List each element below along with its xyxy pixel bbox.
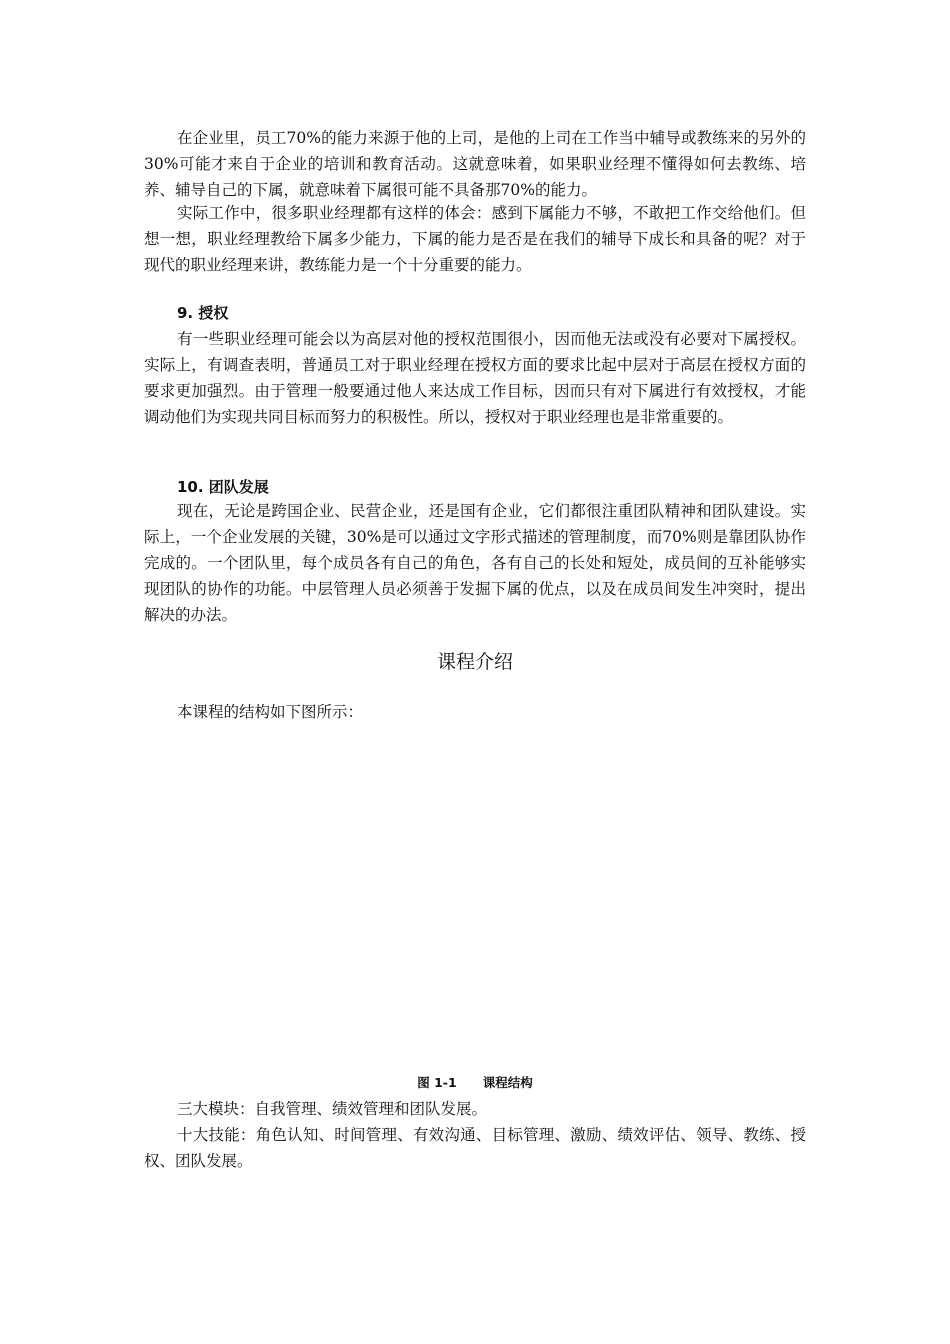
paragraph-three-modules: 三大模块：自我管理、绩效管理和团队发展。: [177, 1100, 488, 1118]
heading-team-development: 10. 团队发展: [177, 478, 269, 496]
figure-course-structure: [144, 728, 806, 1064]
paragraph-ten-skills: 十大技能：角色认知、时间管理、有效沟通、目标管理、激励、绩效评估、领导、教练、授权、团队发展。: [144, 1126, 806, 1170]
paragraph-course-structure-intro: 本课程的结构如下图所示：: [177, 703, 364, 721]
paragraph-team-development: 现在，无论是跨国企业、民营企业，还是国有企业，它们都很注重团队精神和团队建设。实际上，一个企业发展的关键，30%是可以通过文字形式描述的管理制度，而70%则是靠团队协作完成的。一个团队里，每个成员各有自己的角色，各有自己的长处和短处，成员间的互补能够实现团队的协作的功能。中层管理人员必须善于发掘下属的优点，以及在成员间发生冲突时，提出解决的办法。: [144, 502, 806, 624]
paragraph-coaching-1: 在企业里，员工70%的能力来源于他的上司，是他的上司在工作当中辅导或教练来的另外的30%可能才来自于企业的培训和教育活动。这就意味着，如果职业经理不懂得如何去教练、培养、辅导自己的下属，就意味着下属很可能不具备那70%的能力。: [144, 129, 806, 199]
heading-delegation: 9. 授权: [177, 304, 229, 322]
section-title-course-intro: 课程介绍: [436, 651, 513, 673]
paragraph-delegation: 有一些职业经理可能会以为高层对他的授权范围很小，因而他无法或没有必要对下属授权。实际上，有调查表明，普通员工对于职业经理在授权方面的要求比起中层对于高层在授权方面的要求更加强烈。由于管理一般要通过他人来达成工作目标，因而只有对下属进行有效授权，才能调动他们为实现共同目标而努力的积极性。所以，授权对于职业经理也是非常重要的。: [144, 330, 806, 426]
figure-caption: 图 1-1 课程结构: [417, 1075, 533, 1090]
paragraph-coaching-2: 实际工作中，很多职业经理都有这样的体会：感到下属能力不够，不敢把工作交给他们。但想一想，职业经理教给下属多少能力，下属的能力是否是在我们的辅导下成长和具备的呢？对于现代的职业经理来讲，教练能力是一个十分重要的能力。: [144, 204, 806, 274]
